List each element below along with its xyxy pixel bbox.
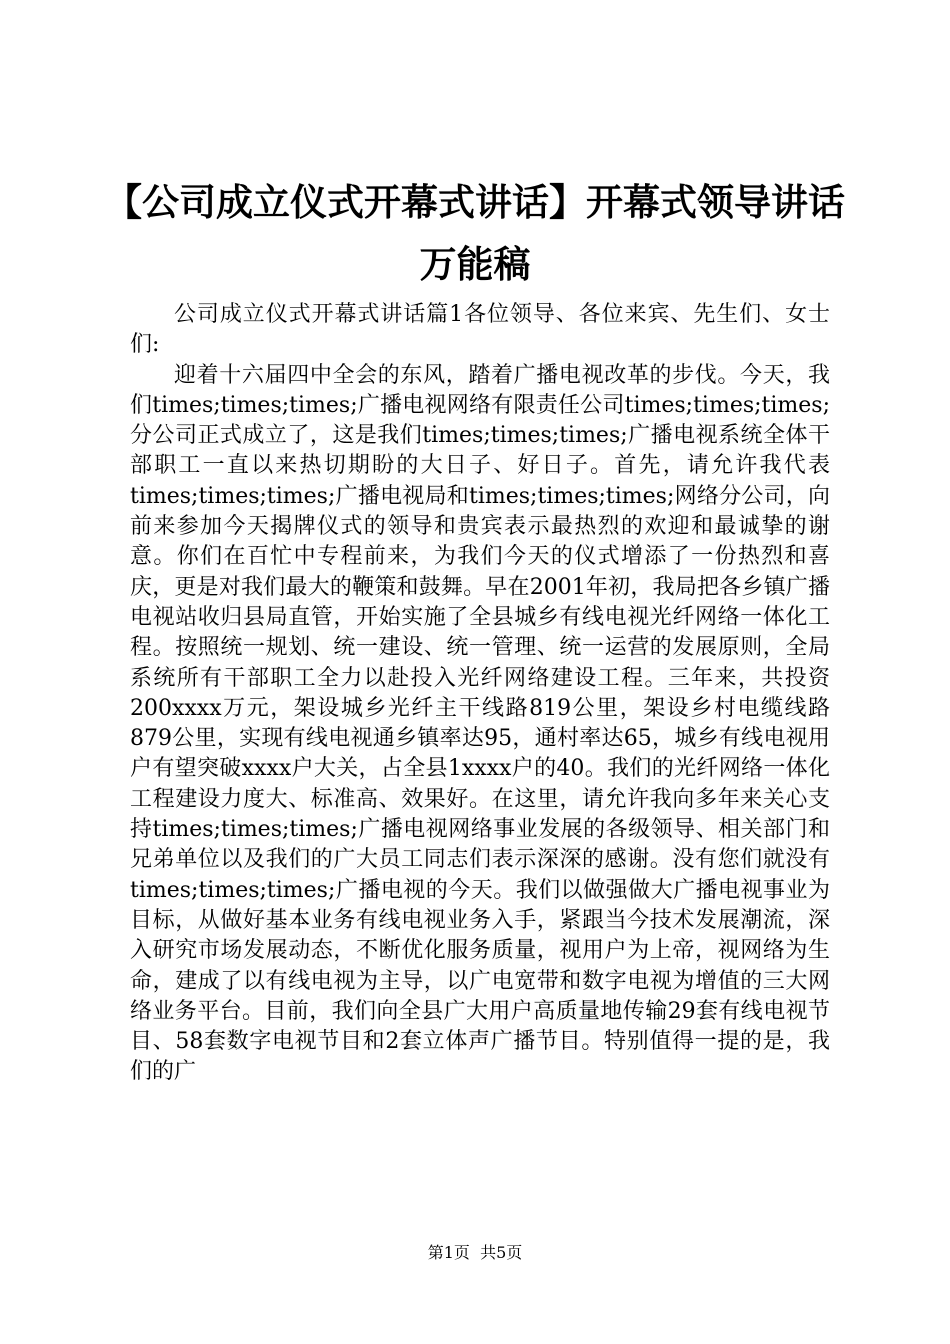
document-body bbox=[130, 300, 830, 1088]
title-line-1: 【公司成立仪式开幕式讲话】开幕式领导讲话 bbox=[105, 181, 845, 224]
document-title bbox=[100, 172, 850, 296]
page-footer: 第1页 共5页 bbox=[427, 1243, 523, 1262]
title-line-2: 万能稿 bbox=[419, 243, 531, 286]
paragraph-1: 公司成立仪式开幕式讲话篇1各位领导、各位来宾、先生们、女士们: bbox=[130, 302, 830, 358]
paragraph-2: 迎着十六届四中全会的东风，踏着广播电视改革的步伐。今天，我们times;times;times;广播电视网络有限责任公司times;times;times;分公司正式成立了，这是我们times;times;times;广播电视系统全体干部职工一直以来热切期盼的大日子、好日子。首先，请允许我代表times;times;times;广播电视局和times;times;times;网络分公司，向前来参加今天揭牌仪式的领导和贵宾表示最热烈的欢迎和最诚挚的谢意。你们在百忙中专程前来，为我们今天的仪式增添了一份热烈和喜庆，更是对我们最大的鞭策和鼓舞。早在2001年初，我局把各乡镇广播电视站收归县局直管，开始实施了全县城乡有线电视光纤网络一体化工程。按照统一规划、统一建设、统一管理、统一运营的发展原则，全局系统所有干部职工全力以赴投入光纤网络建设工程。三年来，共投资200xxxx万元，架设城乡光纤主干线路819公里，架设乡村电缆线路879公里，实现有线电视通乡镇率达95，通村率达65，城乡有线电视用户有望突破xxxx户大关，占全县1xxxx户的40。我们的光纤网络一体化工程建设力度大、标准高、效果好。在这里，请允许我向多年来关心支持times;times;times;广播电视网络事业发展的各级领导、相关部门和兄弟单位以及我们的广大员工同志们表示深深的感谢。没有您们就没有times;times;times;广播电视的今天。我们以做强做大广播电视事业为目标，从做好基本业务有线电视业务入手，紧跟当今技术发展潮流，深入研究市场发展动态，不断优化服务质量，视用户为上帝，视网络为生命，建成了以有线电视为主导，以广电宽带和数字电视为增值的三大网络业务平台。目前，我们向全县广大用户高质量地传输29套有线电视节目、58套数字电视节目和2套立体声广播节目。特别值得一提的是，我们的广 bbox=[130, 362, 830, 1085]
